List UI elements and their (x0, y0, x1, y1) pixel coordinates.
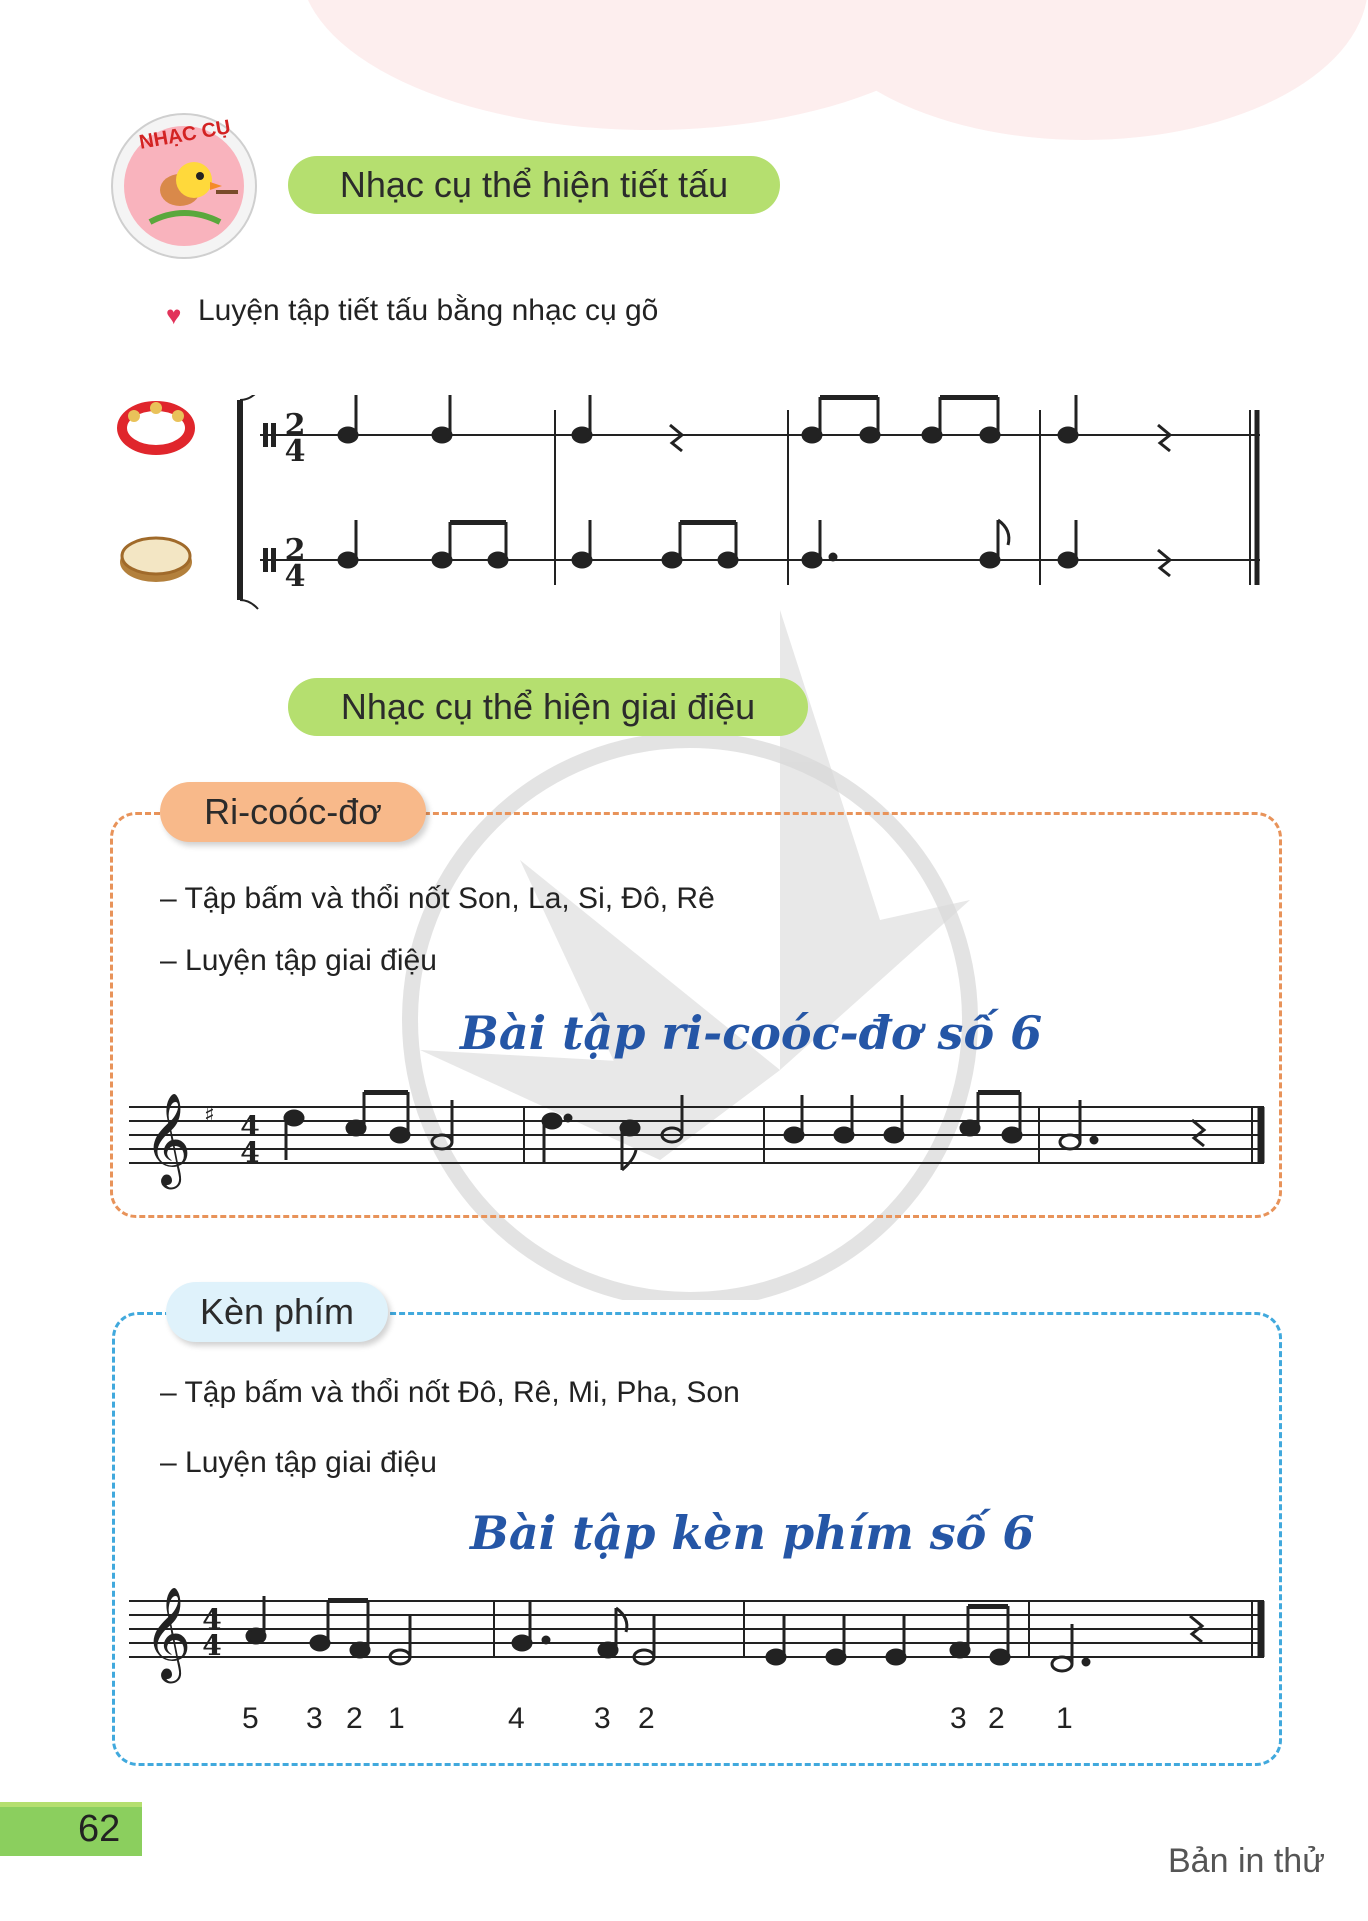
time-sig-bottom: 4 (284, 559, 306, 594)
fingering-number: 3 (950, 1702, 967, 1735)
rhythm-score (230, 395, 1270, 610)
rhythm-bullet: Luyện tập tiết tấu bằng nhạc cụ gõ (198, 294, 659, 327)
svg-text:𝄞: 𝄞 (144, 1586, 192, 1679)
fingering-number: 3 (306, 1702, 323, 1735)
fingering-number: 2 (988, 1702, 1005, 1735)
fingering-number: 2 (638, 1702, 655, 1735)
keyboard-exercise-title: Bài tập kèn phím số 6 (470, 1506, 1035, 1560)
fingering-number: 5 (242, 1702, 259, 1735)
badge-label: NHẠC CỤ (137, 116, 233, 154)
keyboard-line-1: – Tập bấm và thổi nốt Đô, Rê, Mi, Pha, Son (160, 1376, 740, 1409)
time-sig-bottom: 4 (284, 434, 306, 469)
time-sig-top: 4 (202, 1603, 222, 1636)
melody-heading (288, 678, 808, 736)
hand-drum-icon (116, 532, 196, 588)
recorder-line-1-text: Tập bấm và thổi nốt Son, La, Si, Đô, Rê (184, 882, 715, 915)
fingering-number: 4 (508, 1702, 525, 1735)
time-sig-bottom: 4 (240, 1136, 260, 1169)
page-number: 62 (78, 1808, 121, 1850)
tambourine-icon (116, 396, 196, 460)
recorder-line-1: – Tập bấm và thổi nốt Son, La, Si, Đô, Rê (160, 882, 715, 915)
recorder-line-2: – Luyện tập giai điệu (160, 944, 437, 977)
time-sig-top: 2 (284, 533, 306, 568)
time-sig-bottom: 4 (202, 1629, 222, 1662)
recorder-exercise-title: Bài tập ri-coóc-đơ số 6 (460, 1006, 1043, 1060)
keyboard-tab (166, 1282, 388, 1342)
background-cloud (800, 0, 1368, 140)
recorder-tab (160, 782, 426, 842)
fingering-number: 2 (346, 1702, 363, 1735)
keyboard-line-2-text: Luyện tập giai điệu (185, 1446, 437, 1479)
rhythm-heading-text: Nhạc cụ thể hiện tiết tấu (339, 164, 729, 205)
rhythm-heading (288, 156, 780, 214)
fingering-number: 1 (1056, 1702, 1073, 1735)
recorder-score (124, 1070, 1274, 1200)
fingering-number: 1 (388, 1702, 405, 1735)
svg-text:♯: ♯ (204, 1103, 215, 1128)
recorder-line-2-text: Luyện tập giai điệu (185, 944, 437, 977)
fingering-number: 3 (594, 1702, 611, 1735)
heart-icon: ♥ (166, 300, 182, 330)
melody-heading-text: Nhạc cụ thể hiện giai điệu (340, 686, 756, 727)
time-sig-top: 4 (240, 1110, 260, 1143)
time-sig-top: 2 (284, 408, 306, 443)
keyboard-tab-label: Kèn phím (199, 1291, 355, 1332)
keyboard-line-2: – Luyện tập giai điệu (160, 1446, 437, 1479)
page-number-tab (0, 1802, 142, 1856)
recorder-tab-label: Ri-coóc-đơ (204, 791, 382, 832)
keyboard-score (124, 1576, 1274, 1706)
keyboard-line-1-text: Tập bấm và thổi nốt Đô, Rê, Mi, Pha, Son (184, 1376, 740, 1409)
draft-label: Bản in thử (1168, 1842, 1325, 1880)
svg-text:𝄞: 𝄞 (144, 1092, 192, 1185)
page-number-line (0, 1802, 142, 1807)
instrument-badge (110, 112, 258, 260)
